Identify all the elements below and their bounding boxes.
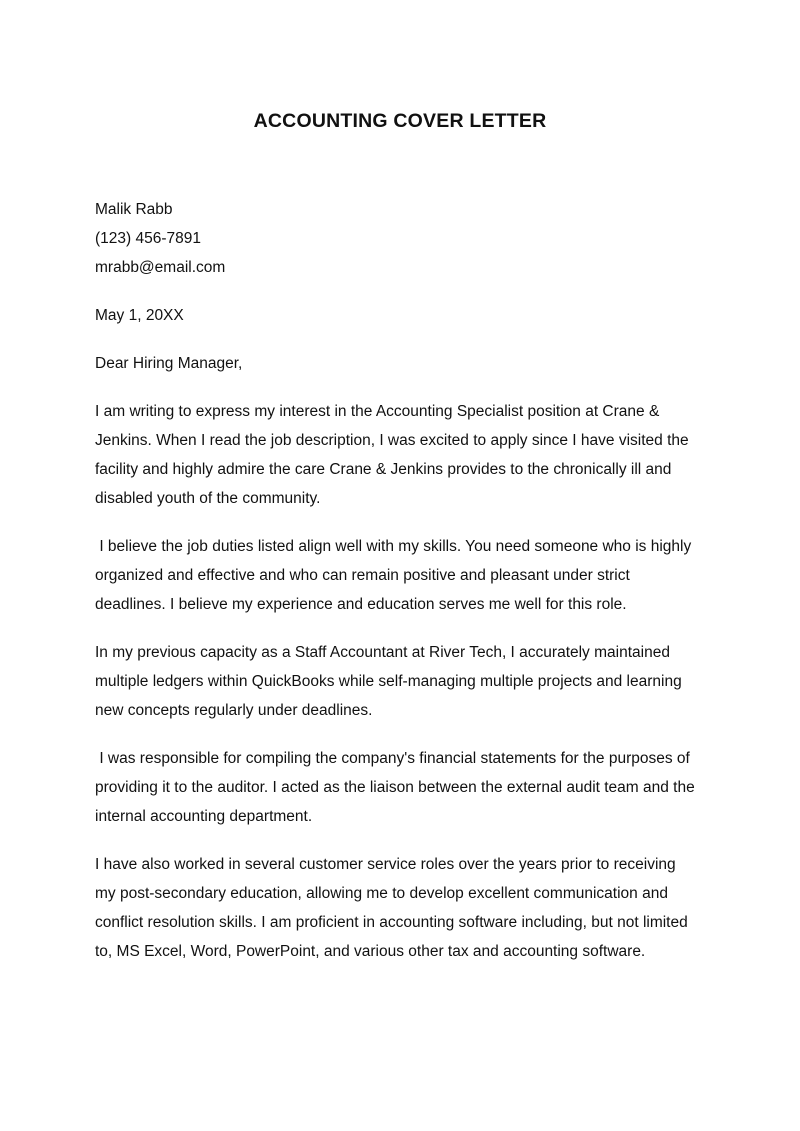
sender-name: Malik Rabb bbox=[95, 201, 173, 218]
letter-paragraph: I have also worked in several customer service roles over the years prior to receiving my post-secondary education, allowing me to develop excellent communication and conflict resolution skills. I am proficient in accounting software including, but not limited to, MS Excel, Word, PowerPoint, and various other tax and accounting software. bbox=[95, 856, 693, 960]
letter-body bbox=[95, 195, 700, 982]
letter-paragraph: In my previous capacity as a Staff Accountant at River Tech, I accurately maintained multiple ledgers within QuickBooks while self-managing multiple projects and learning new concepts regularly under deadlines. bbox=[95, 644, 687, 719]
letter-paragraph: I am writing to express my interest in the Accounting Specialist position at Crane & Jenkins. When I read the job description, I was excited to apply since I have visited the facility and highly admire the care Crane & Jenkins provides to the chronically ill and disabled youth of the community. bbox=[95, 403, 693, 507]
page-title: ACCOUNTING COVER LETTER bbox=[253, 110, 547, 133]
letter-paragraph: I was responsible for compiling the company's financial statements for the purposes of providing it to the auditor. I acted as the liaison between the external audit team and the internal accounting department. bbox=[95, 750, 700, 825]
letter-date: May 1, 20XX bbox=[95, 307, 184, 324]
sender-email: mrabb@email.com bbox=[95, 259, 226, 276]
letter-paragraph: I believe the job duties listed align well with my skills. You need someone who is highly organized and effective and who can remain positive and pleasant under strict deadlines. I believe my experience and education serves me well for this role. bbox=[95, 538, 696, 613]
sender-contact-block bbox=[95, 195, 700, 282]
sender-phone: (123) 456-7891 bbox=[95, 230, 201, 247]
letter-salutation: Dear Hiring Manager, bbox=[95, 355, 243, 372]
